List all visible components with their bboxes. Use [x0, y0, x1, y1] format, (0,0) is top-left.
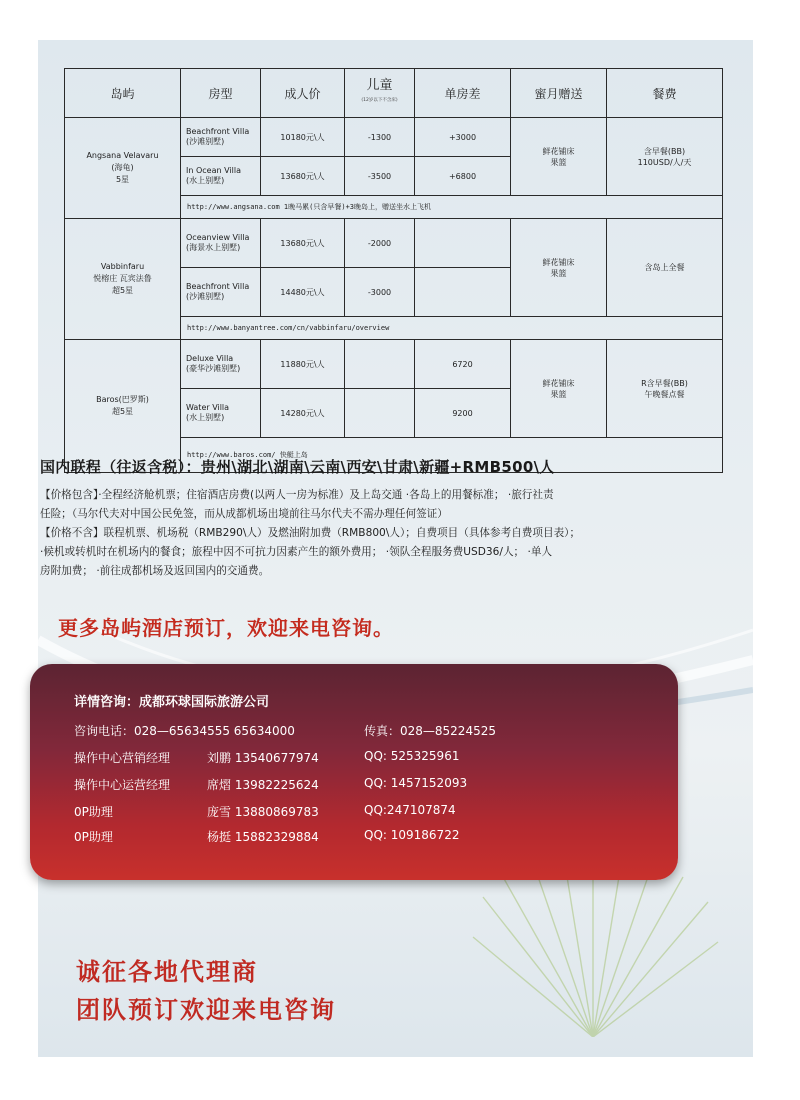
- contact-role: 0P助理: [74, 805, 113, 819]
- recruit-agents-line: 诚征各地代理商: [76, 958, 258, 986]
- contact-qq: QQ: 109186722: [364, 828, 460, 842]
- contact-name-phone: 庞雪 13880869783: [207, 805, 319, 819]
- honeymoon-cell: [511, 219, 607, 317]
- header-honeymoon: 蜜月赠送: [511, 69, 607, 118]
- notes-line: 【价格包含】·全程经济舱机票；住宿酒店房费(以两人一房为标准）及上岛交通 ·各岛上的用餐标准； ·旅行社责: [40, 489, 554, 501]
- resort-star: 超5星: [111, 407, 134, 416]
- single-supplement: +6800: [415, 157, 511, 196]
- child-price: -3000: [345, 268, 415, 317]
- room-type-cn: (沙滩别墅): [186, 292, 225, 301]
- room-type-cn: (豪华沙滩别墅): [186, 364, 241, 373]
- contact-role: 0P助理: [74, 830, 113, 844]
- room-type-cell: [181, 389, 261, 438]
- honeymoon-item: 鲜花铺床: [542, 146, 575, 156]
- single-supplement: [415, 268, 511, 317]
- single-supplement: +3000: [415, 118, 511, 157]
- notes-line: ·候机或转机时在机场内的餐食；旅程中因不可抗力因素产生的额外费用； ·领队全程服务费USD36/人； ·单人: [40, 546, 553, 558]
- group-booking-line: 团队预订欢迎来电咨询: [76, 996, 336, 1024]
- adult-price: 14480元\人: [261, 268, 345, 317]
- meal-item: 110USD/人/天: [637, 157, 692, 167]
- contact-qq: QQ: 525325961: [364, 749, 460, 763]
- room-type-cn: (沙滩别墅): [186, 137, 225, 146]
- room-type-cell: [181, 157, 261, 196]
- notes-line: 任险；（马尔代夫对中国公民免签，而从成都机场出境前往马尔代夫不需办理任何签证）: [40, 508, 448, 520]
- notes-line: 房附加费； ·前往成都机场及返回国内的交通费。: [40, 565, 270, 577]
- contact-title: 详情咨询：成都环球国际旅游公司: [74, 695, 270, 710]
- resort-name-cn: 悦榕庄 瓦宾法鲁: [93, 274, 152, 283]
- resort-url: http://www.baros.com/ 快艇上岛: [181, 438, 723, 473]
- meal-cell: [607, 219, 723, 317]
- contact-fax: 传真：028—85224525: [364, 724, 496, 738]
- adult-price: 13680元\人: [261, 157, 345, 196]
- contact-role: 操作中心营销经理: [74, 751, 171, 765]
- room-type-cell: [181, 268, 261, 317]
- adult-price: 14280元\人: [261, 389, 345, 438]
- resort-name: Angsana Velavaru: [86, 151, 159, 160]
- room-type-cn: (海景水上别墅): [186, 243, 241, 252]
- adult-price: 13680元\人: [261, 219, 345, 268]
- room-type: Water Villa: [186, 403, 230, 412]
- resort-name: Vabbinfaru: [100, 262, 145, 271]
- contact-qq: QQ: 1457152093: [364, 776, 468, 790]
- room-type: In Ocean Villa: [186, 166, 241, 175]
- contact-panel: [30, 664, 678, 880]
- single-supplement: 6720: [415, 340, 511, 389]
- honeymoon-cell: [511, 340, 607, 438]
- resort-star: 5星: [115, 175, 130, 184]
- child-price: [345, 340, 415, 389]
- room-type-cn: (水上别墅): [186, 413, 225, 422]
- contact-name-phone: 席熠 13982225624: [207, 778, 319, 792]
- promo-headline: 更多岛屿酒店预订，欢迎来电咨询。: [58, 616, 394, 640]
- table-row: [65, 219, 723, 268]
- resort-url: http://www.angsana.com 1晚马累(只含早餐)+3晚岛上，赠送坐水上飞机: [181, 196, 723, 219]
- header-child: [345, 69, 415, 118]
- header-meal: 餐费: [607, 69, 723, 118]
- honeymoon-item: 鲜花铺床: [542, 257, 575, 267]
- price-notes: [40, 486, 680, 581]
- header-adult: 成人价: [261, 69, 345, 118]
- adult-price: 11880元\人: [261, 340, 345, 389]
- single-supplement: 9200: [415, 389, 511, 438]
- meal-item: 含岛上全餐: [644, 263, 685, 272]
- resort-url: http://www.banyantree.com/cn/vabbinfaru/overview: [181, 317, 723, 340]
- honeymoon-item: 果篮: [550, 389, 567, 399]
- table-row: [65, 340, 723, 389]
- room-type-cn: (水上别墅): [186, 176, 225, 185]
- contact-role: 操作中心运营经理: [74, 778, 171, 792]
- table-header-row: [65, 69, 723, 118]
- honeymoon-item: 果篮: [550, 268, 567, 278]
- resort-name-cell: [65, 219, 181, 340]
- contact-name-phone: 刘鹏 13540677974: [207, 751, 319, 765]
- adult-price: 10180元\人: [261, 118, 345, 157]
- resort-star: 超5星: [111, 286, 134, 295]
- room-type: Oceanview Villa: [186, 233, 250, 242]
- room-type: Beachfront Villa: [186, 127, 250, 136]
- contact-name-phone: 杨挺 15882329884: [207, 830, 319, 844]
- resort-name-cell: [65, 118, 181, 219]
- child-price: [345, 389, 415, 438]
- contact-phone: 咨询电话：028—65634555 65634000: [74, 724, 295, 738]
- header-single: 单房差: [415, 69, 511, 118]
- header-child-note: (12岁以下不含床): [361, 98, 398, 103]
- single-supplement: [415, 219, 511, 268]
- table-row: [65, 118, 723, 157]
- room-type: Deluxe Villa: [186, 354, 234, 363]
- room-type-cell: [181, 219, 261, 268]
- meal-item: 含早餐(BB): [643, 146, 686, 156]
- child-price: -3500: [345, 157, 415, 196]
- header-child-label: 儿童: [366, 78, 393, 93]
- resort-name: Baros(巴罗斯): [96, 395, 149, 404]
- header-island: 岛屿: [65, 69, 181, 118]
- room-type: Beachfront Villa: [186, 282, 250, 291]
- room-type-cell: [181, 118, 261, 157]
- notes-line: 【价格不含】联程机票、机场税（RMB290\人）及燃油附加费（RMB800\人）；自费项目（具体参考自费项目表）；: [40, 527, 581, 539]
- resort-name-cn: (海龟): [111, 163, 134, 172]
- meal-item: 午晚餐点餐: [644, 389, 685, 399]
- room-type-cell: [181, 340, 261, 389]
- honeymoon-item: 鲜花铺床: [542, 378, 575, 388]
- child-price: -1300: [345, 118, 415, 157]
- contact-qq: QQ:247107874: [364, 803, 456, 817]
- honeymoon-cell: [511, 118, 607, 196]
- child-price: -2000: [345, 219, 415, 268]
- meal-cell: [607, 118, 723, 196]
- header-room: 房型: [181, 69, 261, 118]
- domestic-connection-route: 国内联程（往返含税）：贵州\湖北\湖南\云南\西安\甘肃\新疆+RMB500\人: [40, 458, 555, 476]
- meal-cell: [607, 340, 723, 438]
- resort-price-table: [64, 68, 723, 473]
- honeymoon-item: 果篮: [550, 157, 567, 167]
- resort-name-cell: [65, 340, 181, 473]
- meal-item: R含早餐(BB): [641, 378, 688, 388]
